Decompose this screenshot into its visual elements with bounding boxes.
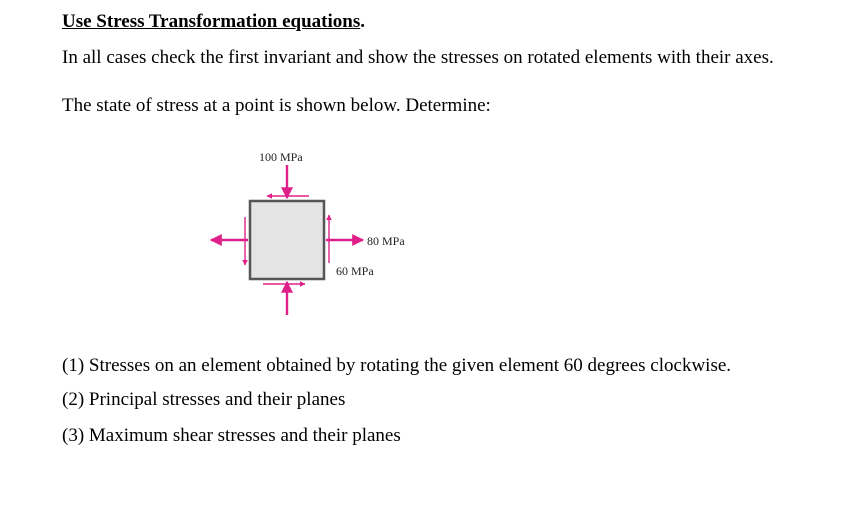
stress-element-figure: [205, 145, 420, 325]
label-100mpa: 100 MPa: [259, 150, 303, 164]
state-paragraph: The state of stress at a point is shown below. Determine:: [62, 95, 491, 116]
section-heading: [62, 10, 365, 34]
stress-element-diagram: [205, 145, 420, 325]
label-80mpa: 80 MPa: [367, 234, 405, 248]
question-1: (1) Stresses on an element obtained by rotating the given element 60 degrees clockwise.: [62, 355, 732, 376]
label-60mpa: 60 MPa: [336, 264, 374, 278]
heading-text: Use Stress Transformation equations: [62, 11, 361, 32]
heading-period: .: [360, 11, 365, 32]
instruction-paragraph: In all cases check the first invariant and show the stresses on rotated elements with their axes.: [62, 47, 774, 68]
question-3: (3) Maximum shear stresses and their planes: [62, 425, 401, 446]
stress-element-square: [250, 201, 324, 279]
question-2: (2) Principal stresses and their planes: [62, 389, 346, 410]
